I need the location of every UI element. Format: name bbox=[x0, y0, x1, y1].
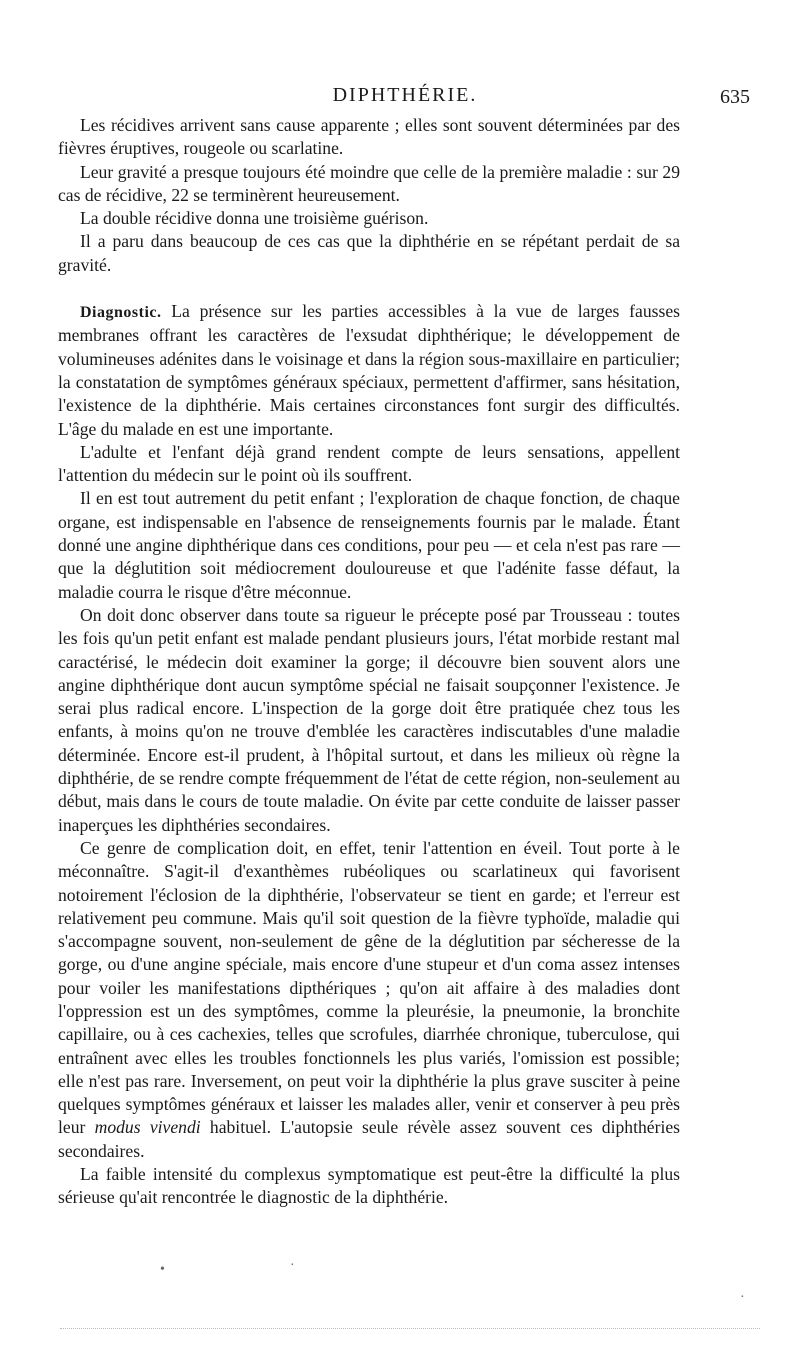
paragraph-complications bbox=[58, 837, 680, 1163]
page-header bbox=[60, 84, 750, 112]
paragraph-recurrence-causes: Les récidives arrivent sans cause apparente ; elles sont souvent déterminées par des fièvres éruptives, rougeole ou scarlatine. bbox=[58, 115, 680, 159]
running-title: DIPHTHÉRIE. bbox=[332, 84, 478, 106]
paragraph-reduced-severity: Il a paru dans beaucoup de ces cas que la diphthérie en se répétant perdait de sa gravité. bbox=[58, 231, 680, 275]
complications-text: Ce genre de complication doit, en effet, tenir l'attention en éveil. Tout porte à le méconnaître. S'agit-il d'exanthèmes rubéoliques ou scarlatineux qui favorisent notoirement l'éclosion de la diphthérie, l'observateur se tient en garde; et l'erreur est relativement peu commune. Mais qu'il soit question de la fièvre typhoïde, maladie qui s'accompagne souvent, non-seulement de gêne de la déglutition par sécheresse de la gorge, ou d'une angine spéciale, mais encore d'une stupeur et d'un coma assez intenses pour voiler les manifestations dipthériques ; qu'on ait affaire à des maladies dont l'oppression est un des symptômes, comme la pleurésie, la pneumonie, la bronchite capillaire, ou à ces cachexies, telles que scrofules, diarrhée chronique, tuberculose, qui entraînent avec elles les troubles fonctionnels les plus variés, l'omission est possible; elle n'est pas rare. Inversement, on peut voir la diphthérie la plus grave susciter à peine quelques symptômes généraux et laisser les malades aller, venir et conserver à peu près leur bbox=[58, 837, 680, 1138]
paragraph-adult-child: L'adulte et l'enfant déjà grand rendent compte de leurs sensations, appellent l'attention du médecin sur le point où ils souffrent. bbox=[58, 441, 680, 486]
footer-rule bbox=[60, 1328, 760, 1329]
complications-text-end: habituel. L'autopsie seule révèle assez souvent ces diphthéries secondaires. bbox=[58, 1117, 680, 1161]
print-speck: • bbox=[160, 1262, 165, 1277]
print-speck: · bbox=[740, 1290, 745, 1305]
body-text bbox=[58, 114, 680, 1210]
paragraph-double-recurrence: La double récidive donna une troisième guérison. bbox=[80, 208, 429, 229]
paragraph-trousseau-precept: On doit donc observer dans toute sa rigueur le précepte posé par Trousseau : toutes les fois qu'un petit enfant est malade pendant plusieurs jours, l'état morbide restant mal caractérisé, le médecin doit examiner la gorge; il découvre bien souvent alors une angine diphthérique dont aucun symptôme spécial ne faisait soupçonner l'existence. Je serai plus radical encore. L'inspection de la gorge doit être pratiquée chez tous les enfants, à moins qu'on ne trouve d'emblée les caractères indiscutables d'une maladie déterminée. Encore est-il prudent, à l'hôpital surtout, et dans les milieux où règne la diphthérie, de se rendre compte fréquemment de l'état de cette région, non-seulement au début, mais dans le cours de toute maladie. On évite par cette conduite de laisser passer inaperçues les diphthéries secondaires. bbox=[58, 604, 680, 835]
paragraph-recurrence-severity: Leur gravité a presque toujours été moindre que celle de la première maladie : sur 29 cas de récidive, 22 se terminèrent heureusement. bbox=[58, 161, 680, 205]
section-heading-diagnosis: Diagnostic. bbox=[80, 304, 162, 322]
latin-phrase: modus vivendi bbox=[94, 1117, 201, 1138]
page-number: 635 bbox=[720, 86, 750, 108]
paragraph-diagnosis-intro bbox=[58, 300, 680, 441]
paragraph-conclusion: La faible intensité du complexus symptomatique est peut-être la difficulté la plus sérieuse qu'ait rencontrée le diagnostic de la diphthérie. bbox=[58, 1164, 680, 1208]
paragraph-small-child: Il en est tout autrement du petit enfant ; l'exploration de chaque fonction, de chaque organe, est indispensable en l'absence de renseignements fournis par le malade. Étant donné une angine diphthérique dans ces conditions, pour peu — et cela n'est pas rare — que la déglutition soit médiocrement douloureuse et que l'adénite fasse défaut, la maladie courra le risque d'être méconnue. bbox=[58, 488, 680, 602]
print-speck: · bbox=[290, 1258, 295, 1273]
diagnosis-intro-text: La présence sur les parties accessibles à la vue de larges fausses membranes offrant les caractères de l'exsudat diphthérique; le développement de volumineuses adénites dans le voisinage et dans la région sous-maxillaire en particulier; la constatation de symptômes généraux spéciaux, permettent d'affirmer, sans hésitation, l'existence de la diphthérie. Mais certaines circonstances font surgir des difficultés. L'âge du malade en est une importante. bbox=[58, 301, 680, 439]
